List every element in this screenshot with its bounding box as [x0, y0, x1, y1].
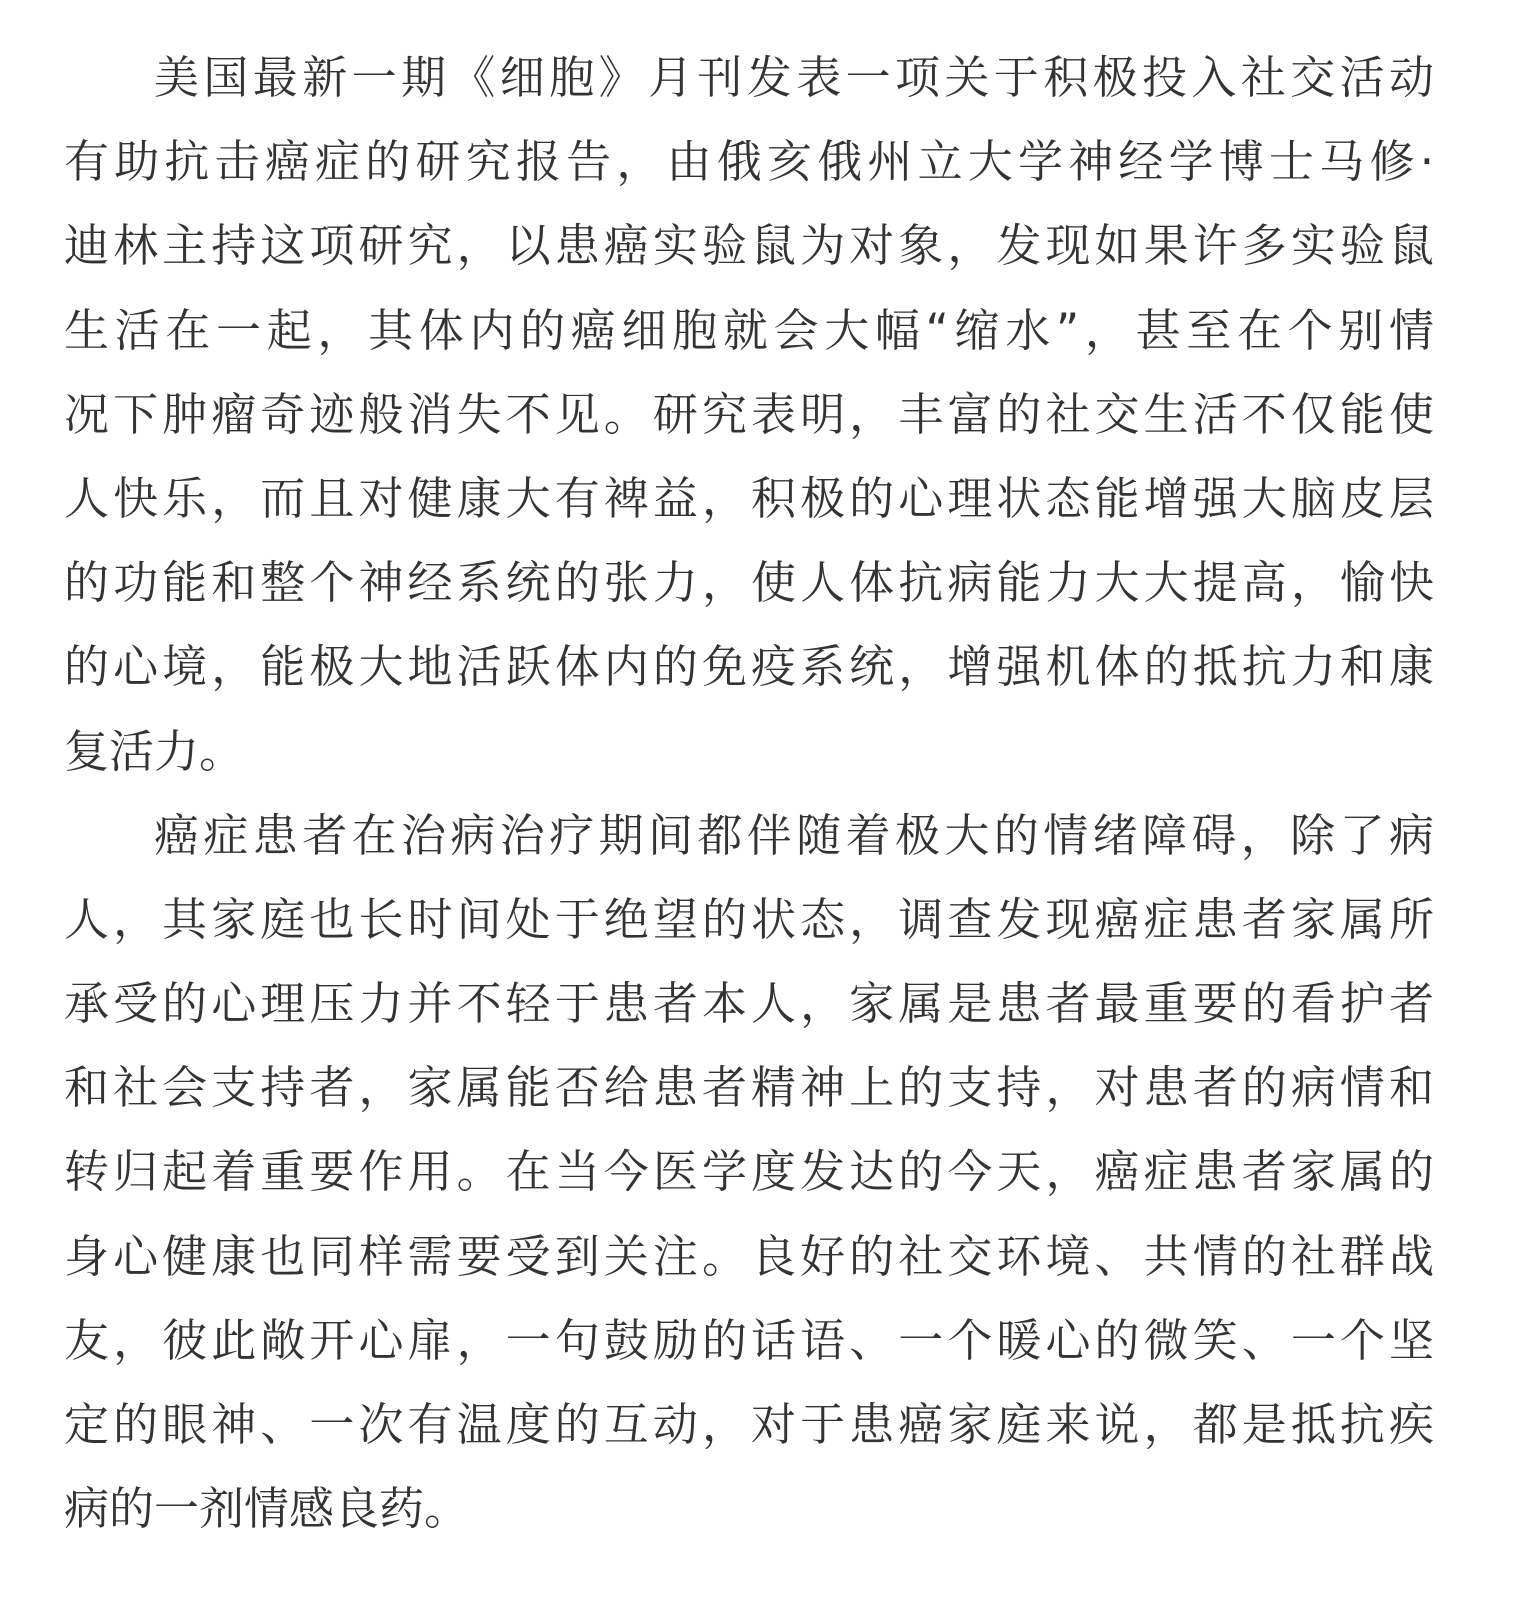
text-line: 美国最新一期《细胞》月刊发表一项关于积极投入社交活动: [154, 51, 1434, 104]
text-line: 身心健康也同样需要受到关注。良好的社交环境、共情的社群战: [64, 1229, 1434, 1283]
text-line: 迪林主持这项研究，以患癌实验鼠为对象，发现如果许多实验鼠: [64, 219, 1434, 273]
text-line: 友，彼此敞开心扉，一句鼓励的话语、一个暖心的微笑、一个坚: [64, 1313, 1434, 1367]
text-line: 病的一剂情感良药。: [64, 1482, 470, 1536]
paragraph-2: [64, 794, 1434, 1552]
text-line: 的心境，能极大地活跃体内的免疫系统，增强机体的抵抗力和康: [64, 640, 1434, 694]
text-line: 的功能和整个神经系统的张力，使人体抗病能力大大提高，愉快: [64, 556, 1434, 610]
paragraph-1: [64, 36, 1434, 794]
text-line: 和社会支持者，家属能否给患者精神上的支持，对患者的病情和: [64, 1061, 1434, 1115]
text-line: 定的眼神、一次有温度的互动，对于患癌家庭来说，都是抵抗疾: [64, 1398, 1434, 1451]
text-line: 转归起着重要作用。在当今医学度发达的今天，癌症患者家属的: [64, 1145, 1434, 1199]
text-line: 人，其家庭也长时间处于绝望的状态，调查发现癌症患者家属所: [64, 892, 1434, 946]
text-line: 况下肿瘤奇迹般消失不见。研究表明，丰富的社交生活不仅能使: [64, 387, 1434, 441]
text-line: 生活在一起，其体内的癌细胞就会大幅“缩水”，甚至在个别情: [64, 303, 1434, 357]
text-line: 复活力。: [64, 724, 245, 778]
text-line: 承受的心理压力并不轻于患者本人，家属是患者最重要的看护者: [64, 977, 1434, 1031]
article-body: [64, 36, 1434, 1551]
text-line: 人快乐，而且对健康大有裨益，积极的心理状态能增强大脑皮层: [64, 471, 1434, 525]
text-line: 有助抗击癌症的研究报告，由俄亥俄州立大学神经学博士马修·: [64, 135, 1434, 189]
text-line: 癌症患者在治病治疗期间都伴随着极大的情绪障碍，除了病: [154, 808, 1434, 862]
